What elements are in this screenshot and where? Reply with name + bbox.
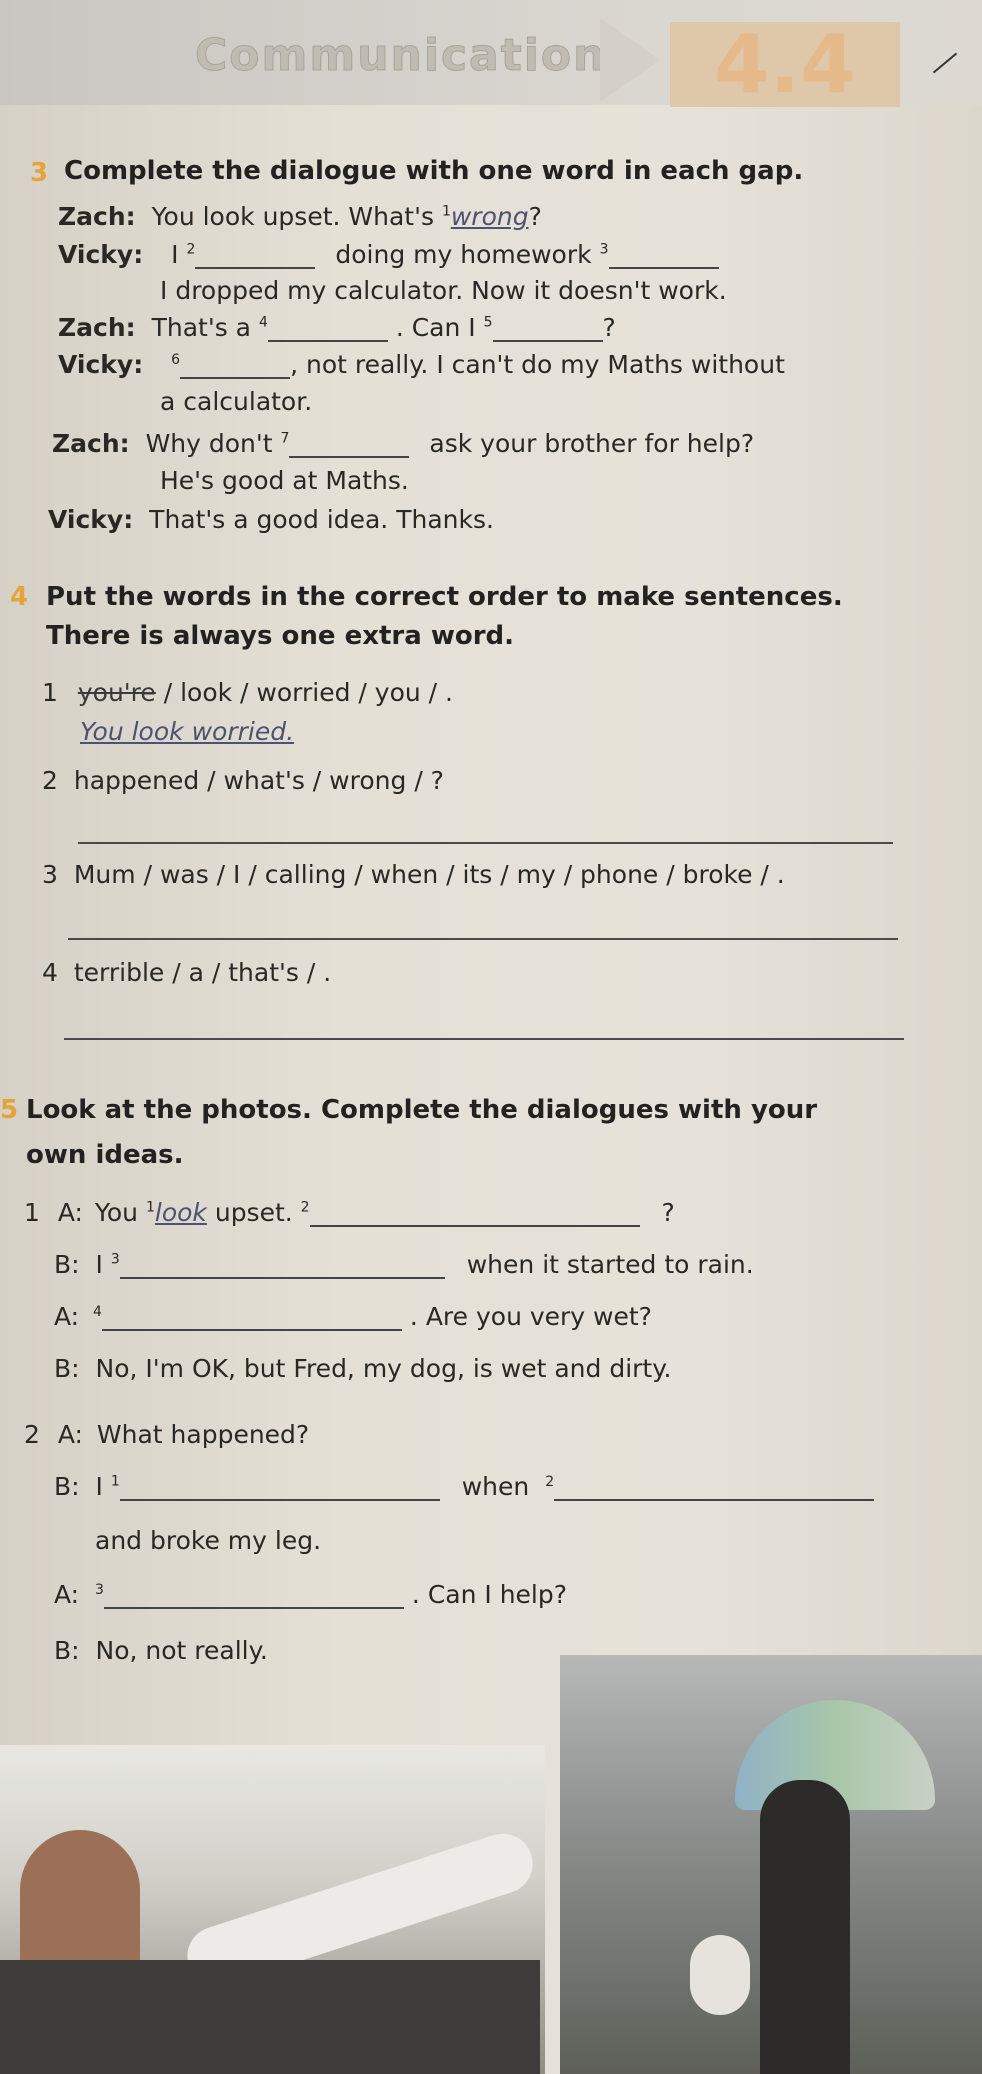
person-figure	[760, 1780, 850, 2074]
exercise-4-title-line-1: Put the words in the correct order to make sentences.	[46, 582, 843, 612]
gap-7-input[interactable]	[289, 434, 409, 458]
dialogue-2-line-b1: B: I $^1$ when $^2$	[54, 1472, 874, 1501]
dialogue-line-7: Zach: Why don't $^7$ ask your brother for help?	[52, 429, 755, 458]
dialogue-1-line-a1: 1 A: You $^1$look upset. $^2$ ?	[24, 1198, 675, 1227]
answer-line-4[interactable]	[64, 1038, 904, 1040]
dialogue-line-5: Vicky: $^6$ , not really. I can't do my Maths without	[58, 350, 785, 379]
gap-5-input[interactable]	[493, 318, 603, 342]
dialogue-1-line-a2: A: $^4$ . Are you very wet?	[54, 1302, 652, 1331]
handwritten-answer: look	[154, 1198, 207, 1227]
dialogue-1-line-b2: B: No, I'm OK, but Fred, my dog, is wet and dirty.	[54, 1354, 672, 1383]
handwritten-answer-1: You look worried.	[80, 717, 295, 746]
sentence-item-1: 1 you're / look / worried / you / .	[42, 678, 453, 707]
exercise-5-title-line-1: Look at the photos. Complete the dialogues with your	[26, 1095, 818, 1125]
dialogue-line-1: Zach: You look upset. What's $^1$wrong?	[58, 202, 542, 231]
gap-d1-4-input[interactable]	[102, 1307, 402, 1331]
gap-4-input[interactable]	[268, 318, 388, 342]
dialogue-1-line-b1: B: I $^3$ when it started to rain.	[54, 1250, 754, 1279]
header-arrow-shape	[600, 18, 660, 102]
dialogue-line-6: a calculator.	[160, 387, 313, 416]
gap-d2-2-input[interactable]	[554, 1477, 874, 1501]
gap-d1-3-input[interactable]	[120, 1255, 445, 1279]
gap-d2-3-input[interactable]	[104, 1585, 404, 1609]
dialogue-2-line-b2: B: No, not really.	[54, 1636, 268, 1665]
exercise-4-number: 4	[10, 582, 29, 612]
gap-6-input[interactable]	[180, 355, 290, 379]
section-title: Communication	[195, 30, 607, 81]
dialogue-line-9: Vicky: That's a good idea. Thanks.	[48, 505, 494, 534]
sentence-item-3: 3 Mum / was / I / calling / when / its / my / phone / broke / .	[42, 860, 785, 889]
exercise-3-number: 3	[30, 158, 49, 188]
gap-2-input[interactable]	[195, 245, 315, 269]
sofa-shape	[0, 1960, 540, 2074]
exercise-3-title: Complete the dialogue with one word in each gap.	[64, 156, 804, 186]
dialogue-line-2: Vicky: I $^2$ doing my homework $^3$	[58, 240, 719, 269]
answer-line-2[interactable]	[78, 842, 893, 844]
dialogue-2-line-b1-cont: and broke my leg.	[95, 1526, 322, 1555]
gap-d1-2-input[interactable]	[310, 1203, 640, 1227]
handwritten-answer: wrong	[450, 202, 529, 231]
dialogue-line-4: Zach: That's a $^4$ . Can I $^5$ ?	[58, 313, 616, 342]
dialogue-line-8: He's good at Maths.	[160, 466, 409, 495]
gap-3-input[interactable]	[609, 245, 719, 269]
gap-d2-1-input[interactable]	[120, 1477, 440, 1501]
sentence-item-4: 4 terrible / a / that's / .	[42, 958, 332, 987]
answer-line-3[interactable]	[68, 938, 898, 940]
lesson-badge: 4.4	[670, 22, 900, 107]
dialogue-2-line-a2: A: $^3$ . Can I help?	[54, 1580, 568, 1609]
exercise-5-title-line-2: own ideas.	[26, 1140, 184, 1170]
dialogue-line-3: I dropped my calculator. Now it doesn't work.	[160, 276, 727, 305]
sentence-item-2: 2 happened / what's / wrong / ?	[42, 766, 444, 795]
dialogue-2-line-a1: 2 A: What happened?	[24, 1420, 310, 1449]
exercise-4-title-line-2: There is always one extra word.	[46, 621, 515, 651]
dog-figure	[690, 1935, 750, 2015]
exercise-5-number: 5	[0, 1095, 19, 1125]
